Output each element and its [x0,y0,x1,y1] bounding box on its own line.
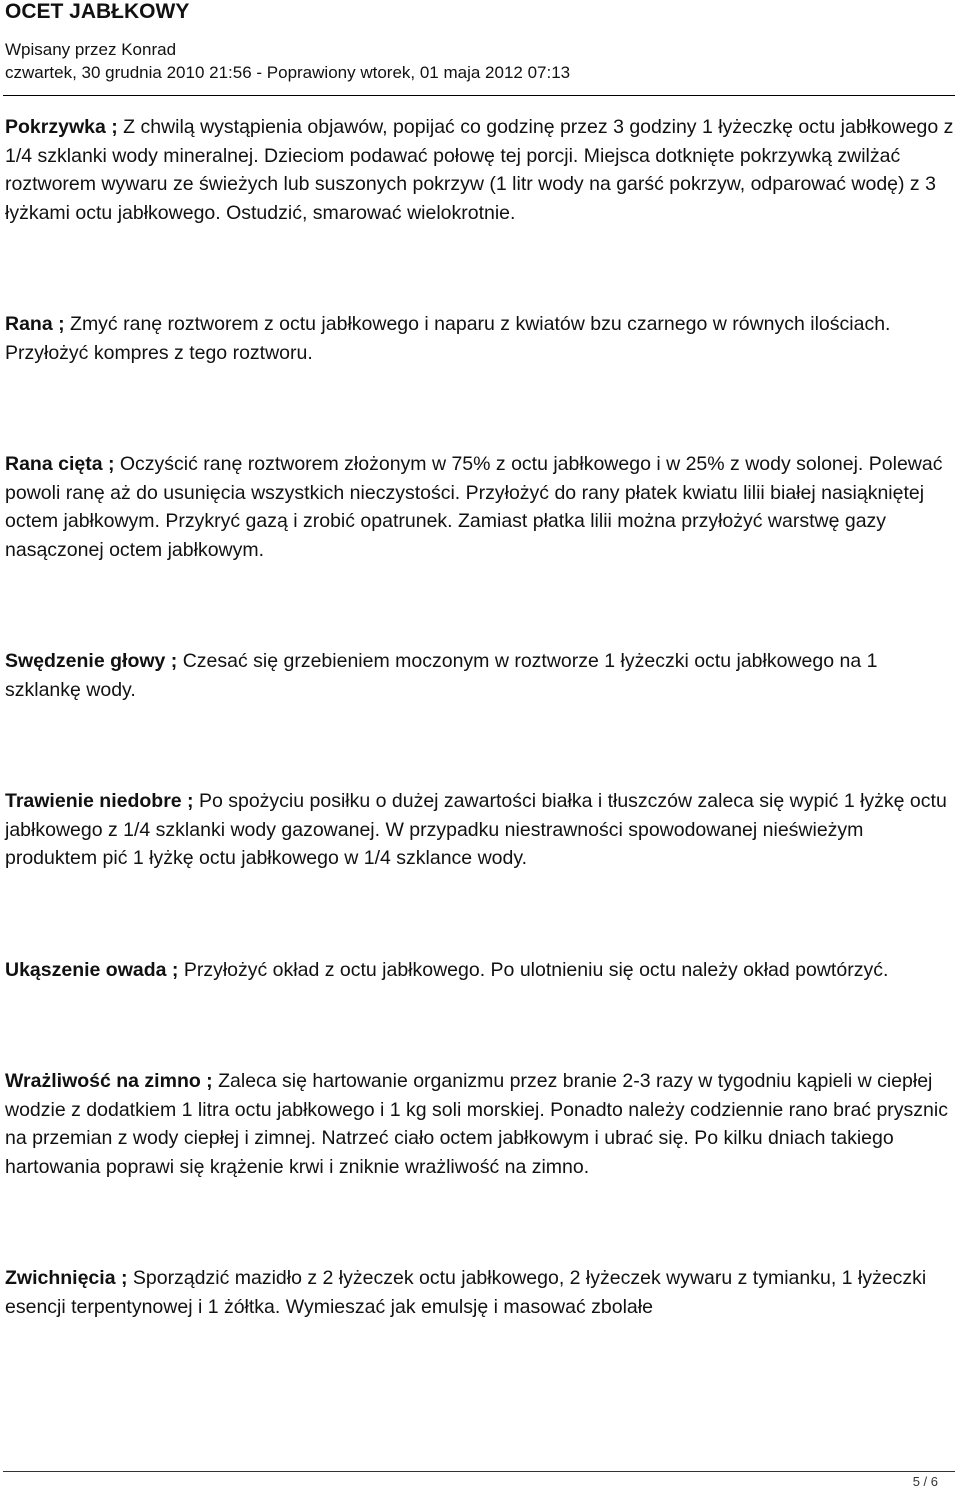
entry-text: Sporządzić mazidło z 2 łyżeczek octu jabłkowego, 2 łyżeczek wywaru z tymianku, 1 łyżeczki esencji terpentynowej i 1 żółtka. Wymieszać jak emulsję i masować zbolałe [5,1267,927,1318]
author-line: Wpisany przez Konrad [5,40,177,59]
entry-text: Po spożyciu posiłku o dużej zawartości białka i tłuszczów zaleca się wypić 1 łyżkę octu jabłkowego z 1/4 szklanki wody gazowanej. W przypadku niestrawności spowodowanej nieświeżym produktem pić 1 łyżkę octu jabłkowego w 1/4 szklance wody. [5,790,947,869]
document-header [5,0,955,84]
entry-rana [5,310,955,367]
document-title: OCET JABŁKOWY [5,0,190,23]
entry-term: Wrażliwość na zimno ; [5,1070,213,1092]
entry-term: Trawienie niedobre ; [5,790,194,812]
entry-term: Rana ; [5,313,65,335]
entry-term: Ukąszenie owada ; [5,958,179,981]
entry-term: Rana cięta ; [5,453,115,475]
entry-trawienie-niedobre [5,787,955,873]
entry-text: Przyłożyć okład z octu jabłkowego. Po ulotnieniu się octu należy okład powtórzyć. [178,958,889,981]
entry-term: Swędzenie głowy ; [5,650,178,672]
date-line: czwartek, 30 grudnia 2010 21:56 - Poprawiony wtorek, 01 maja 2012 07:13 [5,63,571,82]
entry-text: Oczyścić ranę roztworem złożonym w 75% z octu jabłkowego i w 25% z wody solonej. Polewać powoli ranę aż do usunięcia wszystkich nieczystości. Przyłożyć do rany płatek kwiatu lilii białej nasiąkniętej octem jabłkowym. Przykryć gazą i zrobić opatrunek. Zamiast płatka lilii można przyłożyć warstwę gazy nasączonej octem jabłkowym. [5,453,943,561]
entry-swedzenie-glowy [5,647,955,704]
entry-zwichniecia [5,1264,955,1321]
header-divider [3,95,955,96]
entry-ukaszenie-owada [5,956,955,985]
page-number: 5 / 6 [912,1474,938,1489]
entry-term: Pokrzywka ; [5,116,118,138]
entry-term: Zwichnięcia ; [5,1267,128,1289]
entry-text: Z chwilą wystąpienia objawów, popijać co godzinę przez 3 godziny 1 łyżeczkę octu jabłkowego z 1/4 szklanki wody mineralnej. Dzieciom podawać połowę tej porcji. Miejsca dotknięte pokrzywką zwilżać roztworem wywaru ze świeżych lub suszonych pokrzyw (1 litr wody na garść pokrzyw, odparować wodę) z 3 łyżkami octu jabłkowego. Ostudzić, smarować wielokrotnie. [5,116,954,224]
entry-text: Czesać się grzebieniem moczonym w roztworze 1 łyżeczki octu jabłkowego na 1 szklankę wody. [5,650,878,701]
entry-text: Zmyć ranę roztworem z octu jabłkowego i naparu z kwiatów bzu czarnego w równych ilościach. Przyłożyć kompres z tego roztworu. [5,313,891,364]
entry-wrazliwosc-na-zimno [5,1067,955,1181]
footer-divider [3,1471,955,1472]
document-meta [5,38,955,84]
article-body [5,113,955,1404]
entry-text: Zaleca się hartowanie organizmu przez branie 2-3 razy w tygodniu kąpieli w ciepłej wodzie z dodatkiem 1 litra octu jabłkowego i 1 kg soli morskiej. Ponadto należy codziennie rano brać prysznic na przemian z wody ciepłej i zimnej. Natrzeć ciało octem jabłkowym i ubrać się. Po kilku dniach takiego hartowania poprawi się krążenie krwi i zniknie wrażliwość na zimno. [5,1070,948,1178]
entry-pokrzywka [5,113,955,227]
entry-rana-cieta [5,450,955,564]
